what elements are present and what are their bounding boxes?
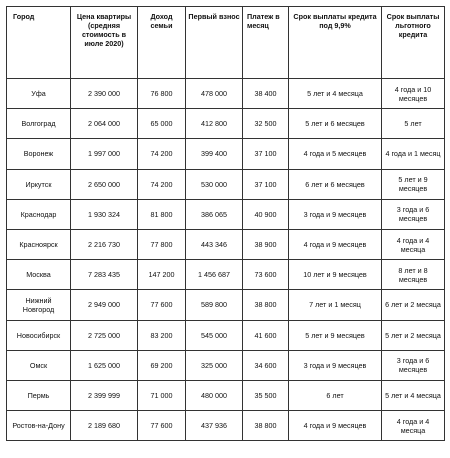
cell-preferential-term: 6 лет и 2 месяца [382,290,445,320]
cell-monthly-payment: 40 900 [243,199,289,229]
cell-income: 65 000 [138,109,186,139]
cell-city: Нижний Новгород [7,290,71,320]
cell-preferential-term: 5 лет и 4 месяца [382,380,445,410]
cell-preferential-term: 3 года и 6 месяцев [382,350,445,380]
cell-price: 2 949 000 [71,290,138,320]
cell-monthly-payment: 38 900 [243,229,289,259]
cell-price: 1 625 000 [71,350,138,380]
table-row [7,290,445,320]
cell-monthly-payment: 38 800 [243,411,289,441]
cell-price: 1 997 000 [71,139,138,169]
cell-preferential-term: 4 года и 4 месяца [382,229,445,259]
cell-monthly-payment: 38 800 [243,290,289,320]
table-row [7,350,445,380]
table-row [7,380,445,410]
table-row [7,320,445,350]
cell-monthly-payment: 38 400 [243,79,289,109]
header-down-payment: Первый взнос [186,7,243,79]
cell-city: Омск [7,350,71,380]
cell-preferential-term: 5 лет [382,109,445,139]
cell-city: Уфа [7,79,71,109]
cell-monthly-payment: 37 100 [243,169,289,199]
cell-price: 1 930 324 [71,199,138,229]
cell-income: 71 000 [138,380,186,410]
cell-income: 147 200 [138,260,186,290]
cell-loan-term: 6 лет и 6 месяцев [289,169,382,199]
cell-price: 2 725 000 [71,320,138,350]
table-row [7,79,445,109]
table-header [7,7,445,79]
cell-down-payment: 412 800 [186,109,243,139]
cell-loan-term: 3 года и 9 месяцев [289,350,382,380]
cell-loan-term: 4 года и 9 месяцев [289,411,382,441]
cell-down-payment: 480 000 [186,380,243,410]
cell-preferential-term: 4 года и 4 месяца [382,411,445,441]
cell-loan-term: 3 года и 9 месяцев [289,199,382,229]
cell-price: 2 216 730 [71,229,138,259]
cell-down-payment: 478 000 [186,79,243,109]
cell-income: 74 200 [138,139,186,169]
cell-city: Воронеж [7,139,71,169]
cell-monthly-payment: 73 600 [243,260,289,290]
cell-city: Красноярск [7,229,71,259]
header-loan-term: Срок выплаты кредита под 9,9% [289,7,382,79]
mortgage-comparison-table [6,6,445,441]
cell-price: 7 283 435 [71,260,138,290]
cell-city: Новосибирск [7,320,71,350]
cell-city: Иркутск [7,169,71,199]
cell-income: 83 200 [138,320,186,350]
cell-down-payment: 443 346 [186,229,243,259]
header-price: Цена квартиры (средняя стоимость в июле 2020) [71,7,138,79]
header-city: Город [7,7,71,79]
table-body [7,79,445,441]
cell-loan-term: 6 лет [289,380,382,410]
cell-monthly-payment: 35 500 [243,380,289,410]
table-row [7,411,445,441]
cell-monthly-payment: 32 500 [243,109,289,139]
cell-income: 69 200 [138,350,186,380]
cell-preferential-term: 4 года и 1 месяц [382,139,445,169]
cell-down-payment: 589 800 [186,290,243,320]
cell-down-payment: 545 000 [186,320,243,350]
cell-income: 81 800 [138,199,186,229]
table-row [7,260,445,290]
document-page [6,6,444,441]
cell-loan-term: 4 года и 9 месяцев [289,229,382,259]
cell-preferential-term: 3 года и 6 месяцев [382,199,445,229]
cell-down-payment: 437 936 [186,411,243,441]
cell-down-payment: 399 400 [186,139,243,169]
cell-loan-term: 4 года и 5 месяцев [289,139,382,169]
cell-down-payment: 325 000 [186,350,243,380]
cell-income: 74 200 [138,169,186,199]
cell-price: 2 399 999 [71,380,138,410]
cell-income: 77 800 [138,229,186,259]
cell-down-payment: 386 065 [186,199,243,229]
cell-loan-term: 10 лет и 9 месяцев [289,260,382,290]
cell-preferential-term: 5 лет и 9 месяцев [382,169,445,199]
cell-preferential-term: 4 года и 10 месяцев [382,79,445,109]
cell-loan-term: 5 лет и 9 месяцев [289,320,382,350]
cell-monthly-payment: 41 600 [243,320,289,350]
cell-preferential-term: 5 лет и 2 месяца [382,320,445,350]
cell-price: 2 650 000 [71,169,138,199]
cell-city: Краснодар [7,199,71,229]
cell-down-payment: 530 000 [186,169,243,199]
cell-income: 77 600 [138,411,186,441]
table-row [7,169,445,199]
cell-income: 77 600 [138,290,186,320]
cell-preferential-term: 8 лет и 8 месяцев [382,260,445,290]
cell-price: 2 189 680 [71,411,138,441]
cell-loan-term: 5 лет и 4 месяца [289,79,382,109]
cell-price: 2 390 000 [71,79,138,109]
cell-loan-term: 7 лет и 1 месяц [289,290,382,320]
cell-monthly-payment: 37 100 [243,139,289,169]
table-row [7,139,445,169]
cell-price: 2 064 000 [71,109,138,139]
header-monthly-payment: Платеж в месяц [243,7,289,79]
table-row [7,229,445,259]
header-row [7,7,445,79]
cell-city: Волгоград [7,109,71,139]
cell-down-payment: 1 456 687 [186,260,243,290]
header-preferential-term: Срок выплаты льготного кредита [382,7,445,79]
cell-city: Москва [7,260,71,290]
table-row [7,199,445,229]
cell-monthly-payment: 34 600 [243,350,289,380]
cell-city: Пермь [7,380,71,410]
cell-city: Ростов-на-Дону [7,411,71,441]
table-row [7,109,445,139]
header-income: Доход семьи [138,7,186,79]
cell-loan-term: 5 лет и 6 месяцев [289,109,382,139]
cell-income: 76 800 [138,79,186,109]
